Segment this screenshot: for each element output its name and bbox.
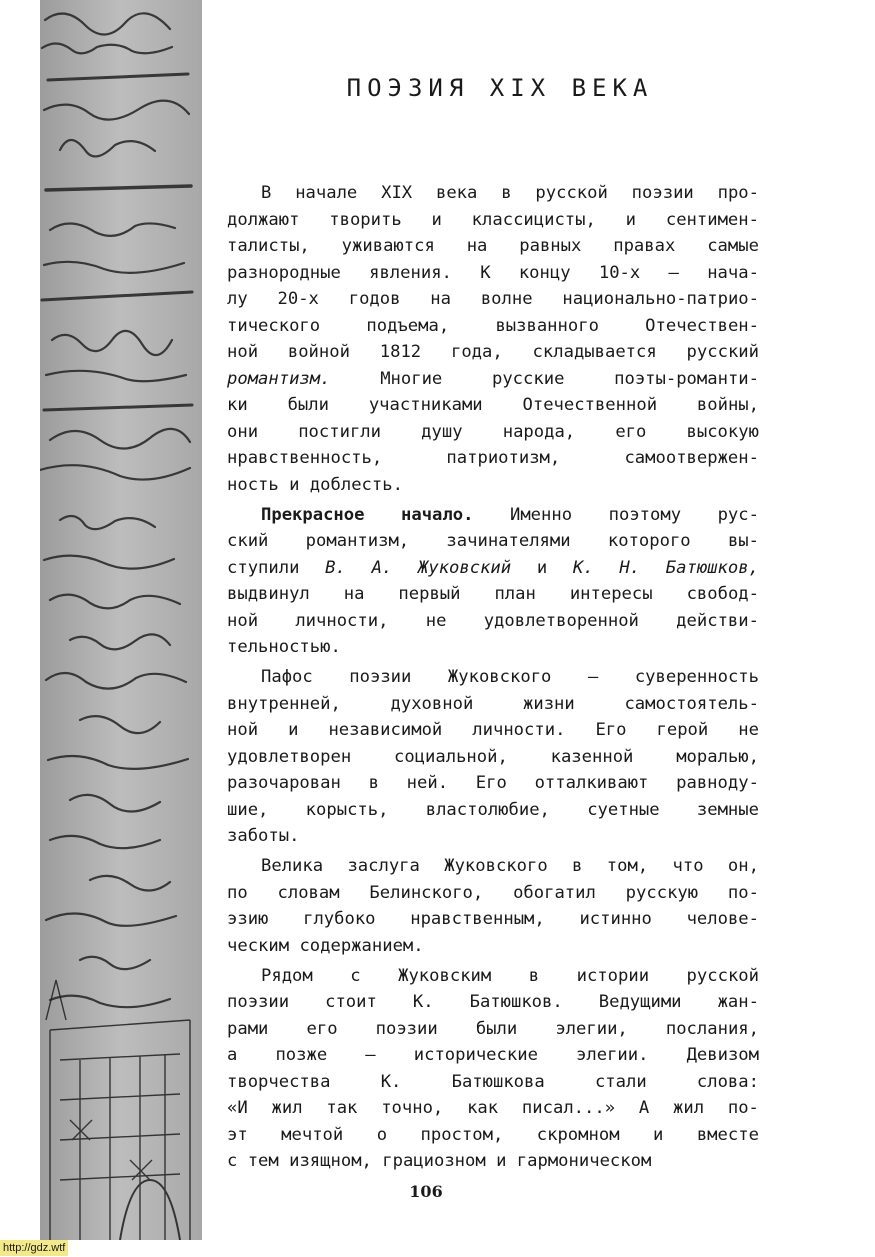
word: уживаются (341, 236, 435, 256)
word: земные (696, 799, 759, 820)
word: по- (727, 1098, 759, 1118)
word: разочарован (227, 773, 341, 793)
word: начало. (401, 504, 474, 525)
text-line (227, 419, 759, 446)
word: романтизм, (305, 531, 410, 551)
word: явления. (369, 262, 452, 283)
text-line (227, 528, 759, 555)
word: поэзии (631, 183, 694, 203)
word: социальной, (393, 746, 508, 767)
word: на (343, 584, 365, 604)
word: и (288, 720, 299, 740)
word: войны, (696, 395, 759, 415)
word: а (227, 1045, 238, 1065)
word: о (376, 1124, 388, 1145)
word: Н. (619, 557, 641, 578)
text-line (227, 1016, 759, 1043)
text-line (227, 339, 759, 366)
word: были (475, 1018, 518, 1039)
text-line (227, 770, 759, 797)
word: русской (535, 183, 608, 203)
word: Его (595, 720, 627, 740)
word: — (365, 1045, 376, 1065)
word: поэзии (349, 667, 412, 687)
word: герой (656, 720, 709, 740)
text-line (227, 691, 759, 718)
word: были (287, 395, 329, 415)
word: Многие (380, 368, 443, 389)
text-line (227, 233, 759, 260)
text-line (227, 286, 759, 313)
word: сентимен- (665, 209, 759, 230)
word: скромном (536, 1124, 620, 1145)
word: ной (227, 720, 259, 740)
word: заботы. (227, 826, 300, 846)
word: словам (277, 882, 340, 903)
page-title: ПОЭЗИЯ XIX ВЕКА (346, 74, 654, 102)
word: ский (227, 531, 269, 551)
word: волне (480, 289, 533, 309)
word: и (431, 209, 442, 230)
text-line (227, 260, 759, 287)
word: вызванного (495, 315, 599, 336)
word: романтизм. (227, 368, 331, 389)
word: изящном, (289, 1151, 383, 1171)
text-line (227, 906, 759, 933)
word: моралью, (676, 746, 759, 767)
word: русской (686, 965, 759, 986)
word: зачинателями (446, 531, 571, 551)
text-line (227, 1148, 759, 1175)
word: личности. (472, 720, 566, 740)
word: рами (227, 1018, 269, 1039)
text-line (227, 313, 759, 340)
word: поэзии (375, 1018, 438, 1039)
word: Жуковского (447, 667, 552, 687)
word: русские (491, 368, 565, 389)
word: начале (295, 183, 358, 203)
text-line (227, 581, 759, 608)
word: Батюшков. (469, 992, 563, 1012)
word: грациозном (382, 1151, 497, 1171)
word: простом, (420, 1124, 504, 1145)
word: Прекрасное (261, 504, 365, 525)
text-line (227, 366, 759, 393)
word: должают (227, 209, 300, 230)
text-line (227, 664, 759, 691)
word: К (480, 262, 491, 283)
word: и (536, 557, 548, 578)
word: суверенность (634, 667, 759, 687)
word: Жуковским (398, 965, 492, 986)
word: удовлетворенной (483, 610, 639, 631)
word: не (425, 610, 447, 631)
word: которого (607, 531, 691, 551)
word: равных (519, 236, 582, 256)
word: его (306, 1018, 338, 1039)
text-line (227, 1122, 759, 1149)
word: и (496, 1151, 517, 1171)
word: ступили (227, 557, 300, 578)
word: равноду- (676, 773, 759, 793)
text-line (227, 853, 759, 880)
word: вместе (696, 1124, 759, 1145)
word: Рядом (261, 965, 313, 986)
word: лу (227, 289, 248, 309)
word: Белинского, (369, 882, 484, 903)
text-line (227, 608, 759, 635)
manuscript-strip-image (40, 0, 202, 1240)
word: жизни (523, 693, 575, 714)
word: властолюбие, (425, 799, 550, 820)
word: свобод- (686, 584, 759, 604)
word: глубоко (303, 909, 376, 929)
word: удовлетворен (227, 746, 352, 767)
watermark-link[interactable]: http://gdz.wtf (0, 1240, 68, 1256)
word: и (625, 209, 637, 230)
word: Именно (509, 504, 573, 525)
word: с (350, 965, 361, 986)
word: А (638, 1098, 650, 1118)
text-line (227, 502, 759, 529)
word: поэтому (608, 504, 682, 525)
word: русскую (625, 882, 699, 903)
word: года, (450, 342, 503, 362)
word: и (289, 474, 310, 495)
word: по- (727, 882, 759, 903)
word: — (587, 667, 599, 687)
word: Батюшков, (665, 557, 759, 578)
text-line (227, 880, 759, 907)
word: и (653, 1124, 664, 1145)
word: по (227, 882, 248, 903)
word: суетные (587, 799, 660, 820)
body-text (227, 180, 759, 1175)
text-line (227, 823, 759, 850)
text-line (227, 1095, 759, 1122)
word: высокую (686, 421, 759, 442)
word: классицисты, (471, 209, 596, 230)
word: личности, (295, 610, 389, 631)
word: элегии. (576, 1045, 649, 1065)
word: нача- (707, 262, 759, 283)
word: первый (398, 584, 461, 604)
word: с (227, 1151, 248, 1171)
word: в (528, 965, 540, 986)
word: подъема, (366, 315, 450, 336)
word: челове- (686, 909, 759, 929)
word: истории (576, 965, 650, 986)
word: годов (348, 289, 401, 309)
word: вы- (727, 531, 759, 551)
word: А. (371, 557, 393, 578)
word: В (261, 183, 272, 203)
word: отталкивают (534, 773, 649, 793)
word: ной (227, 342, 259, 362)
text-line (227, 634, 759, 661)
word: народа, (502, 421, 576, 442)
word: элегии, (555, 1018, 628, 1039)
word: патриотизм, (446, 448, 561, 468)
word: том, (606, 856, 649, 876)
word: 10-х (598, 262, 641, 283)
word: независимой (328, 720, 443, 740)
text-line (227, 472, 759, 499)
word: войной (287, 342, 350, 362)
word: как (467, 1098, 499, 1118)
word: жан- (717, 992, 759, 1012)
word: ной (227, 610, 259, 631)
word: исторические (413, 1045, 538, 1065)
word: стали (594, 1071, 647, 1092)
word: действи- (676, 610, 759, 631)
word: мечтой (281, 1124, 344, 1145)
text-line (227, 1069, 759, 1096)
page-number: 106 (409, 1182, 443, 1201)
word: обогатил (513, 882, 596, 903)
text-line (227, 963, 759, 990)
word: интересы (569, 584, 653, 604)
text-line (227, 1042, 759, 1069)
page-margin (0, 0, 40, 1257)
word: в (368, 773, 379, 793)
text-line (227, 555, 759, 582)
word: самоотвержен- (624, 448, 759, 468)
word: так (326, 1098, 358, 1118)
word: самые (707, 236, 759, 256)
word: жил (271, 1098, 303, 1118)
word: разнородные (227, 262, 341, 283)
word: «И (227, 1098, 248, 1118)
word: концу (518, 262, 571, 283)
word: Ведущими (598, 992, 682, 1012)
word: шие, (227, 799, 269, 820)
word: Батюшкова (451, 1071, 545, 1092)
word: ческим (227, 935, 300, 956)
word: поэзии (227, 992, 290, 1012)
word: Жуковского (444, 856, 548, 876)
word: К. (572, 557, 594, 578)
word: творчества (227, 1071, 331, 1092)
word: поэты-романти- (614, 368, 759, 389)
word: К. (380, 1071, 402, 1092)
word: они (227, 421, 259, 442)
word: Велика (261, 856, 324, 876)
word: его (615, 421, 647, 442)
word: ность (227, 474, 290, 495)
text-line (227, 445, 759, 472)
word: слова: (696, 1071, 759, 1092)
word: рус- (717, 504, 759, 525)
word: на (466, 236, 488, 256)
word: казенной (550, 746, 634, 767)
word: эзию (227, 909, 269, 929)
word: гармоническом (516, 1151, 652, 1171)
word: участниками (368, 395, 483, 415)
text-line (227, 797, 759, 824)
word: русский (686, 342, 759, 362)
word: Отечественной (522, 395, 658, 415)
word: жил (673, 1098, 705, 1118)
word: Пафос (261, 667, 313, 687)
word: 20-х (277, 289, 319, 309)
word: корысть, (305, 799, 389, 820)
word: не (738, 720, 759, 740)
text-line (227, 744, 759, 771)
word: внутренней, (227, 693, 341, 714)
word: Девизом (686, 1045, 759, 1065)
word: послания, (665, 1018, 759, 1039)
word: он, (727, 856, 759, 876)
word: постигли (298, 421, 381, 442)
text-line (227, 207, 759, 234)
word: К. (412, 992, 434, 1012)
word: содержанием. (299, 935, 424, 956)
word: в (572, 856, 583, 876)
word: доблесть. (309, 474, 403, 495)
word: национально-патрио- (562, 289, 759, 309)
word: душу (421, 421, 463, 442)
word: творить (329, 209, 402, 230)
word: тем (247, 1151, 290, 1171)
word: духовной (390, 693, 474, 714)
word: истинно (579, 909, 652, 929)
word: точно, (381, 1098, 444, 1118)
word: в (501, 183, 512, 203)
word: — (668, 262, 679, 283)
word: писал...» (521, 1098, 616, 1118)
word: нравственным, (410, 909, 545, 929)
word: заслуга (347, 856, 420, 876)
word: ки (227, 395, 248, 415)
word: века (435, 183, 478, 203)
word: Отечествен- (645, 315, 759, 336)
text-line (227, 989, 759, 1016)
word: талисты, (227, 236, 310, 256)
word: что (672, 856, 704, 876)
word: план (494, 584, 536, 604)
word: выдвинул (227, 584, 310, 604)
word: Жуковский (418, 557, 512, 578)
word: складывается (532, 342, 657, 362)
text-line (227, 933, 759, 960)
word: XIX (381, 183, 413, 203)
text-line (227, 717, 759, 744)
word: Его (475, 773, 507, 793)
word: эт (227, 1124, 248, 1145)
word: самостоятель- (624, 693, 759, 714)
word: нравственность, (227, 448, 383, 468)
word: позже (275, 1045, 328, 1065)
word: В. (325, 557, 346, 578)
word: правах (613, 236, 676, 256)
word: тического (227, 315, 321, 336)
text-line (227, 180, 759, 207)
word: про- (717, 183, 759, 203)
word: тельностью. (227, 637, 341, 657)
word: стоит (325, 992, 377, 1012)
word: на (430, 289, 451, 309)
word: ней. (406, 773, 449, 793)
word: 1812 (379, 342, 422, 362)
text-line (227, 392, 759, 419)
